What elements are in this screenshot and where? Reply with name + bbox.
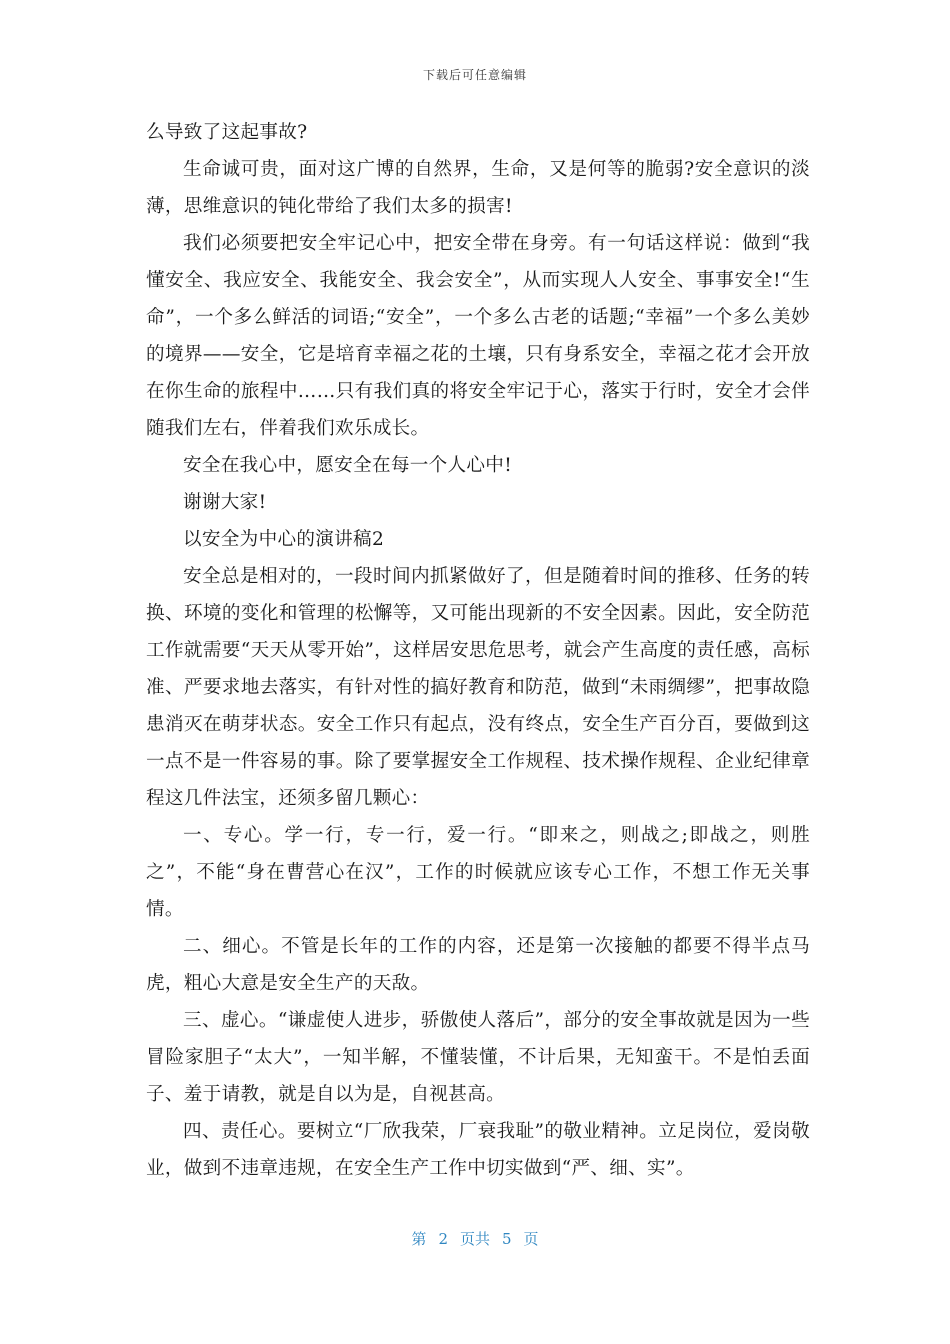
paragraph: 一、专心。学一行，专一行，爱一行。“即来之，则战之;即战之，则胜之”，不能“身在曹营心在汉”，工作的时候就应该专心工作，不想工作无关事情。 [146,825,810,920]
paragraph: 我们必须要把安全牢记心中，把安全带在身旁。有一句话这样说：做到“我懂安全、我应安全、我能安全、我会安全”，从而实现人人安全、事事安全!“生命”，一个多么鲜活的词语;“安全”，一个多么古老的话题;“幸福”一个多么美妙的境界——安全，它是培育幸福之花的土壤，只有身系安全，幸福之花才会开放在你生命的旅程中……只有我们真的将安全牢记于心，落实于行时，安全才会伴随我们左右，伴着我们欢乐成长。 [146,233,810,439]
paragraph: 二、细心。不管是长年的工作的内容，还是第一次接触的都要不得半点马虎，粗心大意是安全生产的天敌。 [146,936,810,994]
page-footer [0,1228,950,1249]
page-header: 下载后可任意编辑 [422,68,527,82]
paragraph: 生命诚可贵，面对这广博的自然界，生命，又是何等的脆弱?安全意识的淡薄，思维意识的钝化带给了我们太多的损害! [146,159,810,217]
total-pages-number: 5 [502,1230,512,1248]
paragraph-continuation: 么导致了这起事故? [146,122,308,143]
paragraph: 安全在我心中，愿安全在每一个人心中! [183,455,512,476]
paragraph: 安全总是相对的，一段时间内抓紧做好了，但是随着时间的推移、任务的转换、环境的变化和管理的松懈等，又可能出现新的不安全因素。因此，安全防范工作就需要“天天从零开始”，这样居安思危思考，就会产生高度的责任感，高标准、严要求地去落实，有针对性的搞好教育和防范，做到“未雨绸缪”，把事故隐患消灭在萌芽状态。安全工作只有起点，没有终点，安全生产百分百，要做到这一点不是一件容易的事。除了要掌握安全工作规程、技术操作规程、企业纪律章程这几件法宝，还须多留几颗心： [146,566,810,809]
footer-prefix: 第 [411,1230,427,1248]
paragraph: 四、责任心。要树立“厂欣我荣，厂衰我耻”的敬业精神。立足岗位，爱岗敬业，做到不违章违规，在安全生产工作中切实做到“严、细、实”。 [146,1121,810,1179]
section-title: 以安全为中心的演讲稿2 [183,529,385,550]
document-body [146,114,810,1187]
current-page-number: 2 [438,1230,448,1248]
footer-suffix: 页 [523,1230,539,1248]
paragraph: 谢谢大家! [183,492,267,513]
paragraph: 三、虚心。“谦虚使人进步，骄傲使人落后”，部分的安全事故就是因为一些冒险家胆子“太大”，一知半解，不懂装懂，不计后果，无知蛮干。不是怕丢面子、羞于请教，就是自以为是，自视甚高。 [146,1010,810,1105]
footer-middle: 页共 [459,1230,490,1248]
